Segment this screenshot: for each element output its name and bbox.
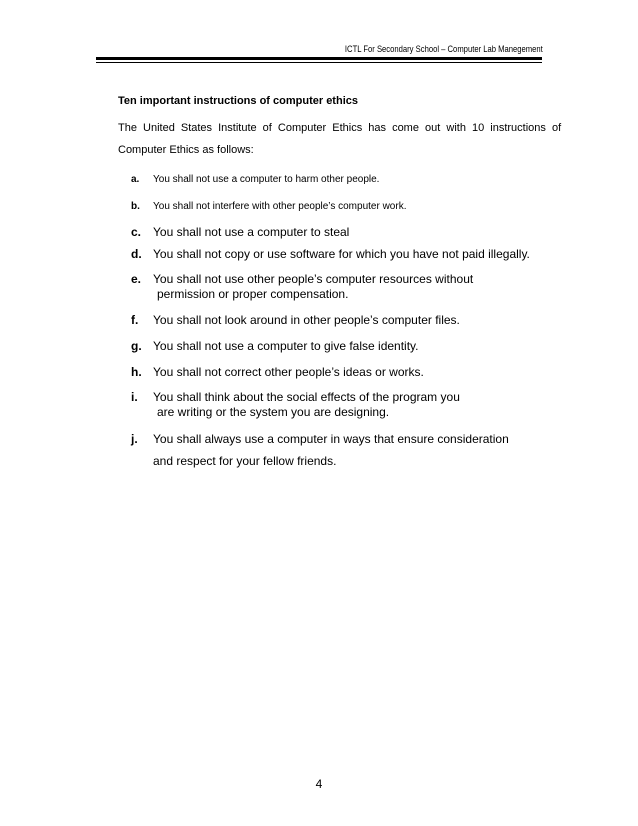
running-header: ICTL For Secondary School – Computer Lab Manegement bbox=[345, 44, 543, 54]
item-text-continued: permission or proper compensation. bbox=[157, 287, 349, 301]
item-letter: e. bbox=[131, 272, 142, 286]
intro-line-1: The United States Institute of Computer Ethics has come out with 10 instructions of bbox=[118, 122, 562, 134]
item-letter: c. bbox=[131, 225, 142, 239]
item-text: You shall not correct other people’s ideas or works. bbox=[153, 365, 424, 379]
item-letter: h. bbox=[131, 365, 142, 379]
item-letter: f. bbox=[131, 313, 139, 327]
item-text: You shall not use a computer to steal bbox=[153, 225, 350, 239]
item-text: You shall not use a computer to harm other people. bbox=[153, 174, 380, 185]
item-text: You shall not copy or use software for which you have not paid illegally. bbox=[153, 247, 530, 261]
item-text: You shall always use a computer in ways that ensure consideration bbox=[153, 432, 509, 446]
header-rule-thin bbox=[96, 62, 542, 63]
item-letter: a. bbox=[131, 174, 140, 185]
item-text: You shall not use a computer to give false identity. bbox=[153, 339, 419, 353]
item-text: You shall not look around in other people’s computer files. bbox=[153, 313, 460, 327]
item-letter: d. bbox=[131, 247, 142, 261]
item-letter: i. bbox=[131, 390, 138, 404]
header-rule-thick bbox=[96, 57, 542, 60]
section-heading: Ten important instructions of computer ethics bbox=[118, 95, 358, 107]
item-text: You shall not interfere with other people’s computer work. bbox=[153, 201, 407, 212]
item-letter: j. bbox=[131, 432, 138, 446]
intro-line-2: Computer Ethics as follows: bbox=[118, 144, 254, 156]
item-letter: g. bbox=[131, 339, 142, 353]
intro-paragraph bbox=[118, 117, 562, 161]
item-text-continued: are writing or the system you are designing. bbox=[157, 405, 390, 419]
item-text: You shall not use other people’s computer resources without bbox=[153, 272, 474, 286]
item-text-continued: and respect for your fellow friends. bbox=[153, 454, 337, 468]
item-text: You shall think about the social effects of the program you bbox=[153, 390, 460, 404]
item-letter: b. bbox=[131, 201, 140, 212]
page-number: 4 bbox=[315, 777, 323, 791]
